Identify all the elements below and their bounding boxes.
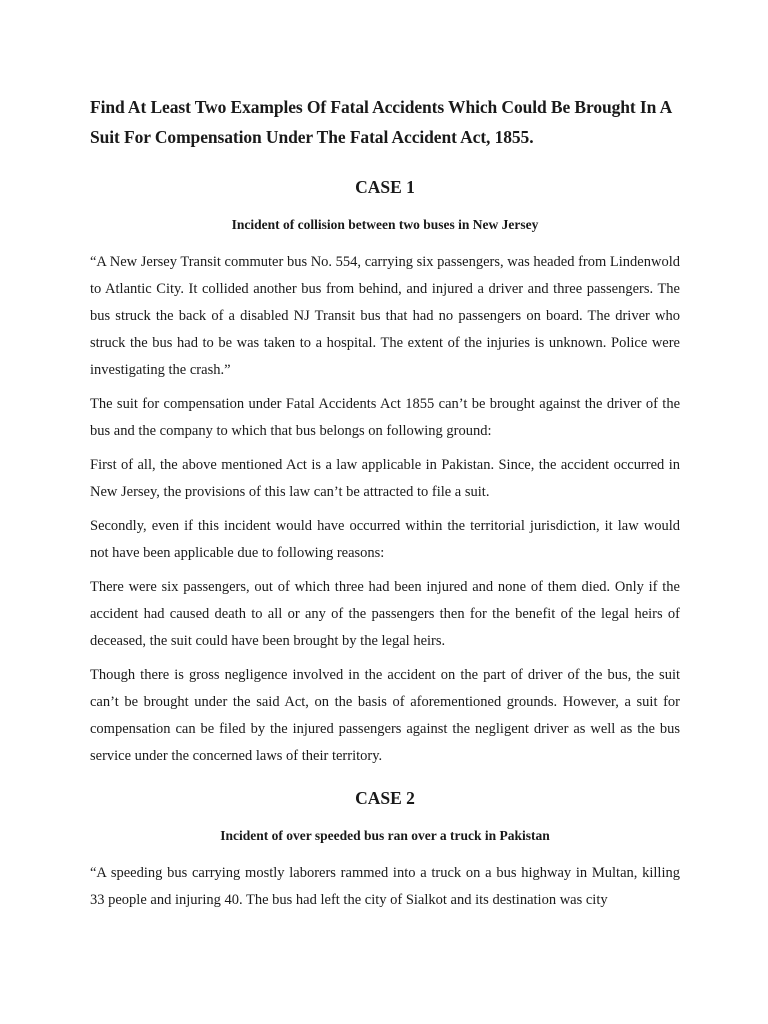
case1-paragraph: There were six passengers, out of which three had been injured and none of them died. Only if the accident had caused death to all or any of the passengers then for the benefit of the legal heirs of deceased, the suit could have been brought by the legal heirs. <box>90 579 680 649</box>
case2-heading: CASE 2 <box>355 788 415 808</box>
case1-paragraph: The suit for compensation under Fatal Accidents Act 1855 can’t be brought against the driver of the bus and the company to which that bus belongs on following ground: <box>90 396 680 439</box>
document-title: Find At Least Two Examples Of Fatal Accidents Which Could Be Brought In A Suit For Compensation Under The Fatal Accident Act, 1855. <box>90 97 672 147</box>
case1-paragraph: Secondly, even if this incident would have occurred within the territorial jurisdiction, it law would not have been applicable due to following reasons: <box>90 518 680 561</box>
case1-subheading: Incident of collision between two buses in New Jersey <box>231 217 539 232</box>
case2-subheading: Incident of over speeded bus ran over a truck in Pakistan <box>220 828 550 843</box>
case2-quote: “A speeding bus carrying mostly laborers rammed into a truck on a bus highway in Multan, killing 33 people and injuring 40. The bus had left the city of Sialkot and its destination was city <box>90 865 680 908</box>
case1-paragraph: Though there is gross negligence involved in the accident on the part of driver of the bus, the suit can’t be brought under the said Act, on the basis of aforementioned grounds. However, a suit for compensation can be filed by the injured passengers against the negligent driver as well as the bus service under the concerned laws of their territory. <box>90 667 680 764</box>
case1-heading: CASE 1 <box>355 177 415 197</box>
case1-quote: “A New Jersey Transit commuter bus No. 554, carrying six passengers, was headed from Lindenwold to Atlantic City. It collided another bus from behind, and injured a driver and three passengers. The bus struck the back of a disabled NJ Transit bus that had no passengers on board. The driver who struck the bus had to be was taken to a hospital. The extent of the injuries is unknown. Police were investigating the crash.” <box>90 254 680 378</box>
case1-paragraph: First of all, the above mentioned Act is a law applicable in Pakistan. Since, the accident occurred in New Jersey, the provisions of this law can’t be attracted to file a suit. <box>90 457 680 500</box>
